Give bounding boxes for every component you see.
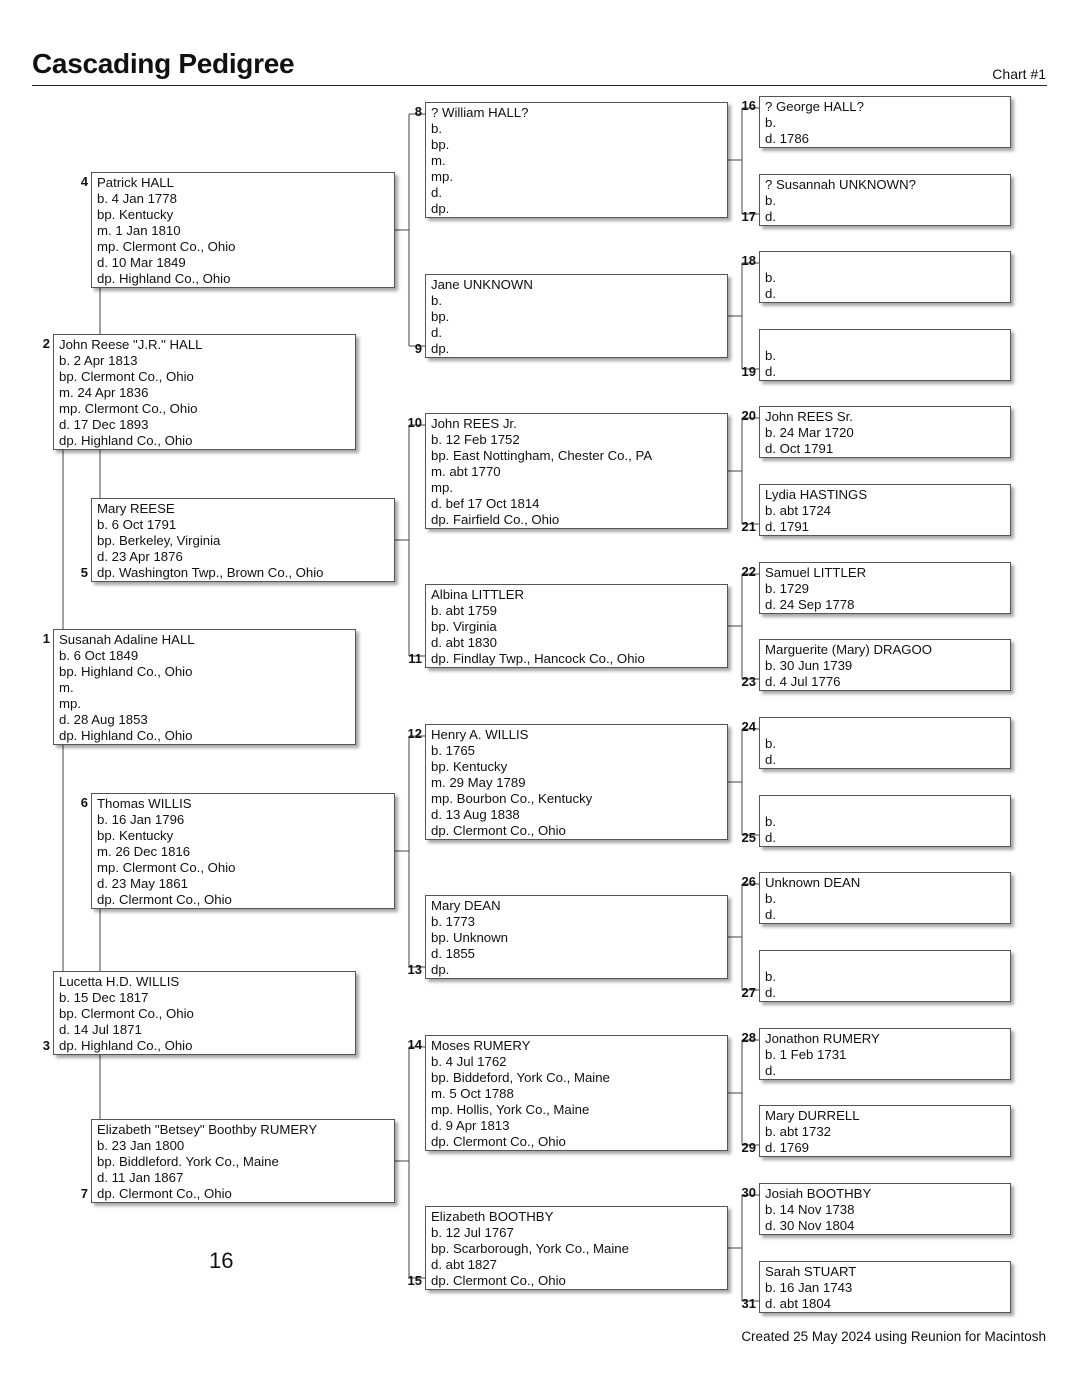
- person-fact: b. 4 Jan 1778: [97, 191, 177, 206]
- person-fact: bp. Biddleford. York Co., Maine: [97, 1154, 279, 1169]
- person-fact: dp. Fairfield Co., Ohio: [431, 512, 560, 527]
- person-name: Elizabeth "Betsey" Boothby RUMERY: [97, 1122, 318, 1137]
- person-fact: b.: [431, 293, 442, 308]
- person-box-20[interactable]: [759, 406, 1011, 458]
- person-fact: d.: [765, 752, 776, 767]
- person-fact: d. 1769: [765, 1140, 809, 1155]
- person-fact: d. Oct 1791: [765, 441, 834, 456]
- person-fact: m. abt 1770: [431, 464, 501, 479]
- person-fact: m. 29 May 1789: [431, 775, 526, 790]
- person-fact: d. abt 1827: [431, 1257, 497, 1272]
- person-fact: mp. Bourbon Co., Kentucky: [431, 791, 593, 806]
- person-number-28: 28: [741, 1030, 756, 1045]
- person-fact: bp. Unknown: [431, 930, 508, 945]
- person-box-7[interactable]: [91, 1119, 395, 1203]
- person-box-12[interactable]: [425, 724, 728, 840]
- person-name: Thomas WILLIS: [97, 796, 192, 811]
- person-fact: m.: [59, 680, 74, 695]
- person-fact: bp. Berkeley, Virginia: [97, 533, 221, 548]
- person-fact: dp. Findlay Twp., Hancock Co., Ohio: [431, 651, 645, 666]
- person-fact: d. 28 Aug 1853: [59, 712, 148, 727]
- person-fact: d. abt 1804: [765, 1296, 831, 1311]
- person-box-8[interactable]: [425, 102, 728, 218]
- person-fact: dp. Washington Twp., Brown Co., Ohio: [97, 565, 324, 580]
- person-number-31: 31: [741, 1296, 756, 1311]
- person-fact: b. 23 Jan 1800: [97, 1138, 185, 1153]
- person-fact: dp. Clermont Co., Ohio: [431, 1273, 566, 1288]
- person-fact: b. abt 1724: [765, 503, 831, 518]
- person-fact: dp. Clermont Co., Ohio: [431, 1134, 566, 1149]
- person-fact: d. bef 17 Oct 1814: [431, 496, 540, 511]
- person-name: [765, 798, 1005, 814]
- person-box-27[interactable]: [759, 950, 1011, 1002]
- person-fact: d. 17 Dec 1893: [59, 417, 149, 432]
- person-fact: d. 30 Nov 1804: [765, 1218, 855, 1233]
- person-box-26[interactable]: [759, 872, 1011, 924]
- person-fact: b. 6 Oct 1849: [59, 648, 139, 663]
- person-number-18: 18: [741, 253, 756, 268]
- person-fact: mp.: [431, 169, 453, 184]
- person-fact: d. 9 Apr 1813: [431, 1118, 510, 1133]
- person-fact: d.: [765, 364, 776, 379]
- person-fact: b.: [431, 121, 442, 136]
- person-fact: b.: [765, 193, 776, 208]
- person-number-13: 13: [407, 962, 422, 977]
- person-fact: bp. Biddeford, York Co., Maine: [431, 1070, 610, 1085]
- person-box-15[interactable]: [425, 1206, 728, 1290]
- person-fact: b. 1773: [431, 914, 475, 929]
- person-name: ? George HALL?: [765, 99, 864, 114]
- person-box-10[interactable]: [425, 413, 728, 529]
- person-name: [765, 254, 1005, 270]
- person-fact: b. 1729: [765, 581, 809, 596]
- person-fact: b. 12 Feb 1752: [431, 432, 520, 447]
- person-box-5[interactable]: [91, 498, 395, 582]
- person-name: [765, 720, 1005, 736]
- person-fact: b.: [765, 814, 776, 829]
- person-fact: b. 1765: [431, 743, 475, 758]
- person-name: ? Susannah UNKNOWN?: [765, 177, 916, 192]
- person-number-24: 24: [741, 719, 756, 734]
- person-fact: mp.: [431, 480, 453, 495]
- person-fact: d. 24 Sep 1778: [765, 597, 855, 612]
- person-fact: b.: [765, 891, 776, 906]
- person-fact: d. 11 Jan 1867: [97, 1170, 184, 1185]
- person-fact: bp. Scarborough, York Co., Maine: [431, 1241, 629, 1256]
- person-fact: b. 2 Apr 1813: [59, 353, 138, 368]
- person-number-3: 3: [42, 1038, 50, 1053]
- person-fact: dp. Clermont Co., Ohio: [97, 1186, 232, 1201]
- person-fact: m. 26 Dec 1816: [97, 844, 191, 859]
- person-fact: dp. Highland Co., Ohio: [59, 433, 193, 448]
- person-fact: mp. Clermont Co., Ohio: [97, 239, 236, 254]
- person-fact: bp. East Nottingham, Chester Co., PA: [431, 448, 653, 463]
- person-number-8: 8: [414, 104, 422, 119]
- person-fact: b. 24 Mar 1720: [765, 425, 854, 440]
- person-number-7: 7: [80, 1186, 88, 1201]
- person-fact: mp. Hollis, York Co., Maine: [431, 1102, 590, 1117]
- person-number-19: 19: [741, 364, 756, 379]
- person-fact: b. 4 Jul 1762: [431, 1054, 507, 1069]
- person-fact: b.: [765, 969, 776, 984]
- person-fact: b. 16 Jan 1796: [97, 812, 185, 827]
- person-fact: d. 1786: [765, 131, 809, 146]
- person-box-14[interactable]: [425, 1035, 728, 1151]
- person-fact: bp. Kentucky: [97, 207, 174, 222]
- person-number-9: 9: [414, 341, 422, 356]
- person-fact: bp. Highland Co., Ohio: [59, 664, 193, 679]
- person-name: John Reese "J.R." HALL: [59, 337, 203, 352]
- person-fact: dp. Highland Co., Ohio: [59, 1038, 193, 1053]
- person-number-20: 20: [741, 408, 756, 423]
- person-box-24[interactable]: [759, 717, 1011, 769]
- person-name: Moses RUMERY: [431, 1038, 531, 1053]
- person-name: ? William HALL?: [431, 105, 529, 120]
- person-box-13[interactable]: [425, 895, 728, 979]
- person-fact: b. abt 1759: [431, 603, 497, 618]
- person-number-30: 30: [741, 1185, 756, 1200]
- person-name: Susanah Adaline HALL: [59, 632, 195, 647]
- person-number-29: 29: [741, 1140, 756, 1155]
- person-fact: d. 4 Jul 1776: [765, 674, 841, 689]
- person-number-23: 23: [741, 674, 756, 689]
- person-number-11: 11: [408, 651, 422, 666]
- footer-credit: Created 25 May 2024 using Reunion for Macintosh: [741, 1329, 1046, 1344]
- person-number-25: 25: [741, 830, 756, 845]
- person-fact: mp. Clermont Co., Ohio: [59, 401, 198, 416]
- person-fact: d. 14 Jul 1871: [59, 1022, 142, 1037]
- person-name: John REES Jr.: [431, 416, 517, 431]
- person-fact: dp.: [431, 341, 450, 356]
- person-fact: d.: [765, 907, 776, 922]
- person-fact: b.: [765, 270, 776, 285]
- person-fact: d. abt 1830: [431, 635, 497, 650]
- person-fact: b. 1 Feb 1731: [765, 1047, 847, 1062]
- person-box-16[interactable]: [759, 96, 1011, 148]
- person-name: John REES Sr.: [765, 409, 853, 424]
- person-fact: bp. Clermont Co., Ohio: [59, 1006, 194, 1021]
- person-name: Albina LITTLER: [431, 587, 525, 602]
- person-fact: d.: [765, 1063, 776, 1078]
- person-number-10: 10: [407, 415, 422, 430]
- person-name: Mary REESE: [97, 501, 175, 516]
- person-box-18[interactable]: [759, 251, 1011, 303]
- person-number-22: 22: [741, 564, 756, 579]
- person-name: [765, 953, 1005, 969]
- person-name: Lucetta H.D. WILLIS: [59, 974, 180, 989]
- person-name: Unknown DEAN: [765, 875, 861, 890]
- person-box-19[interactable]: [759, 329, 1011, 381]
- person-number-12: 12: [407, 726, 422, 741]
- person-fact: d. 1791: [765, 519, 809, 534]
- person-name: Jonathon RUMERY: [765, 1031, 880, 1046]
- person-number-21: 21: [741, 519, 756, 534]
- person-fact: bp. Kentucky: [97, 828, 174, 843]
- person-fact: b.: [765, 115, 776, 130]
- person-name: Jane UNKNOWN: [431, 277, 533, 292]
- person-fact: b. 6 Oct 1791: [97, 517, 177, 532]
- person-fact: m.: [431, 153, 446, 168]
- person-fact: b. 15 Dec 1817: [59, 990, 149, 1005]
- person-fact: dp. Highland Co., Ohio: [97, 271, 231, 286]
- person-fact: dp.: [431, 201, 450, 216]
- person-fact: d. 23 Apr 1876: [97, 549, 183, 564]
- person-box-6[interactable]: [91, 793, 395, 909]
- person-box-9[interactable]: [425, 274, 728, 358]
- person-box-28[interactable]: [759, 1028, 1011, 1080]
- person-number-2: 2: [42, 336, 50, 351]
- person-number-27: 27: [741, 985, 756, 1000]
- person-fact: bp.: [431, 309, 450, 324]
- person-fact: m. 24 Apr 1836: [59, 385, 149, 400]
- person-box-1[interactable]: [53, 629, 356, 745]
- chart-number: Chart #1: [992, 66, 1046, 82]
- person-fact: bp.: [431, 137, 450, 152]
- person-box-29[interactable]: [759, 1105, 1011, 1157]
- person-fact: b. 16 Jan 1743: [765, 1280, 853, 1295]
- person-fact: m. 5 Oct 1788: [431, 1086, 514, 1101]
- person-box-30[interactable]: [759, 1183, 1011, 1235]
- person-box-22[interactable]: [759, 562, 1011, 614]
- person-box-11[interactable]: [425, 584, 728, 668]
- person-fact: m. 1 Jan 1810: [97, 223, 181, 238]
- person-fact: b. 30 Jun 1739: [765, 658, 853, 673]
- person-number-16: 16: [741, 98, 756, 113]
- person-fact: bp. Kentucky: [431, 759, 508, 774]
- person-name: Mary DURRELL: [765, 1108, 860, 1123]
- person-fact: d.: [765, 830, 776, 845]
- person-box-31[interactable]: [759, 1261, 1011, 1313]
- person-fact: d.: [765, 985, 776, 1000]
- person-name: Elizabeth BOOTHBY: [431, 1209, 554, 1224]
- person-number-6: 6: [80, 795, 88, 810]
- person-box-3[interactable]: [53, 971, 356, 1055]
- person-name: Henry A. WILLIS: [431, 727, 529, 742]
- person-fact: dp.: [431, 962, 450, 977]
- person-fact: b.: [765, 736, 776, 751]
- person-fact: d.: [431, 185, 442, 200]
- chart-title: Cascading Pedigree: [32, 48, 295, 79]
- person-fact: dp. Highland Co., Ohio: [59, 728, 193, 743]
- person-fact: b. 12 Jul 1767: [431, 1225, 514, 1240]
- person-name: Lydia HASTINGS: [765, 487, 868, 502]
- person-name: Patrick HALL: [97, 175, 174, 190]
- person-number-4: 4: [80, 174, 88, 189]
- page-number: 16: [209, 1248, 234, 1273]
- person-fact: b. abt 1732: [765, 1124, 831, 1139]
- person-fact: d. 10 Mar 1849: [97, 255, 186, 270]
- person-box-2[interactable]: [53, 334, 356, 450]
- person-fact: bp. Virginia: [431, 619, 497, 634]
- person-fact: b.: [765, 348, 776, 363]
- person-name: Samuel LITTLER: [765, 565, 867, 580]
- person-number-5: 5: [80, 565, 88, 580]
- person-number-26: 26: [741, 874, 756, 889]
- person-name: Josiah BOOTHBY: [765, 1186, 872, 1201]
- person-fact: d.: [765, 209, 776, 224]
- person-fact: mp.: [59, 696, 81, 711]
- person-fact: d.: [431, 325, 442, 340]
- person-fact: bp. Clermont Co., Ohio: [59, 369, 194, 384]
- person-number-14: 14: [407, 1037, 422, 1052]
- person-fact: d. 1855: [431, 946, 475, 961]
- person-fact: d.: [765, 286, 776, 301]
- person-name: [765, 332, 1005, 348]
- person-box-4[interactable]: [91, 172, 395, 288]
- person-fact: dp. Clermont Co., Ohio: [97, 892, 232, 907]
- person-box-25[interactable]: [759, 795, 1011, 847]
- person-box-21[interactable]: [759, 484, 1011, 536]
- person-number-15: 15: [407, 1273, 422, 1288]
- person-name: Sarah STUART: [765, 1264, 857, 1279]
- person-name: Mary DEAN: [431, 898, 501, 913]
- person-box-17[interactable]: [759, 174, 1011, 226]
- person-box-23[interactable]: [759, 639, 1011, 691]
- person-fact: mp. Clermont Co., Ohio: [97, 860, 236, 875]
- person-fact: d. 13 Aug 1838: [431, 807, 520, 822]
- person-fact: d. 23 May 1861: [97, 876, 188, 891]
- person-fact: dp. Clermont Co., Ohio: [431, 823, 566, 838]
- person-number-1: 1: [42, 631, 50, 646]
- person-number-17: 17: [741, 209, 756, 224]
- person-fact: b. 14 Nov 1738: [765, 1202, 855, 1217]
- person-name: Marguerite (Mary) DRAGOO: [765, 642, 933, 657]
